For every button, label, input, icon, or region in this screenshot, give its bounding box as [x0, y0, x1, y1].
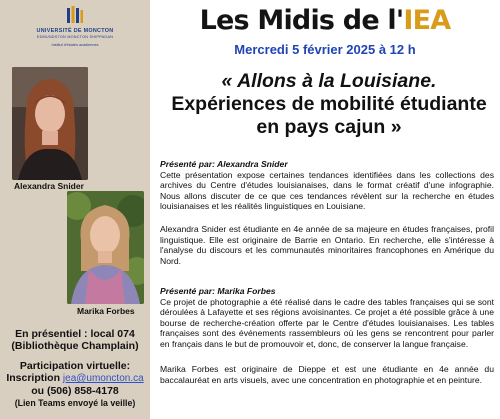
speaker-name-alexandra: Alexandra Snider: [14, 181, 84, 191]
talk-title: [158, 70, 500, 139]
speaker-2-abstract: [160, 286, 494, 350]
event-date: Mercredi 5 février 2025 à 12 h: [234, 42, 416, 57]
page-title: [150, 0, 500, 40]
speaker-photo-alexandra: [12, 67, 88, 180]
location-line-1: En présentiel : local 074: [15, 328, 135, 340]
university-logo: [20, 4, 130, 58]
logo-institute: Institut d'études acadiennes: [51, 43, 99, 47]
teams-note: (Lien Teams envoyé la veille): [14, 398, 136, 408]
sidebar: [0, 0, 150, 419]
speaker-2-bio: Marika Forbes est originaire de Dieppe et est une étudiante en 4e année du baccalauréat en arts visuels, avec une concentration en photographie et en peinture.: [160, 364, 494, 385]
talk-title-italic: « Allons à la Louisiane.: [221, 70, 437, 92]
logo-emblem-icon: [64, 4, 86, 26]
location-line-2: (Bibliothèque Champlain): [11, 340, 139, 352]
inscription-line: [4, 372, 146, 385]
presented-by-1: Présenté par: Alexandra Snider: [160, 159, 288, 169]
presented-by-2: Présenté par: Marika Forbes: [160, 286, 276, 296]
virtual-heading: Participation virtuelle:: [19, 360, 131, 372]
virtual-info: [4, 360, 146, 409]
location-info: [4, 328, 146, 352]
title-accent: IEA: [403, 5, 451, 36]
phone-line: ou (506) 858-4178: [31, 385, 119, 397]
logo-campuses: EDMUNDSTON MONCTON SHIPPAGAN: [36, 35, 114, 39]
speaker-1-abstract: [160, 159, 494, 212]
speaker-1-bio: Alexandra Snider est étudiante en 4e année de sa majeure en études françaises, profil linguistique. Elle est originaire de Barrie en Ontario. En recherche, elle s'intéresse à l'analyse du discours et les communautés minoritaires francophones en Amérique du Nord.: [160, 224, 494, 266]
speaker-name-marika: Marika Forbes: [77, 306, 135, 316]
talk-title-rest: Expériences de mobilité étudiante en pays cajun »: [171, 93, 487, 138]
inscription-label: Inscription: [6, 372, 63, 384]
email-link[interactable]: jea@umoncton.ca: [62, 373, 144, 384]
abstract-text-2: Ce projet de photographie a été réalisé dans le cadre des tables françaises qui se sont déroulées à Lafayette et ses régions avoisinantes. Ce projet a été possible grâce à une bourse de recherche-création offerte par le Centre d'études louisianaises. Les tables françaises sont des événements rassembleurs où les gens se rencontrent pour parler en français dans le but de promouvoir et, donc, de conserver la langue française.: [160, 296, 494, 349]
title-prefix: Les Midis de l': [199, 5, 404, 36]
abstract-text-1: Cette présentation expose certaines tendances identifiées dans les collections des archives du Centre d'études louisianaises, dans le format créatif d'une infographie. Nous allons discuter de ce que ces tendances révèlent sur la recherche en études louisianaises et les réalités linguistiques en Louisiane.: [160, 169, 494, 212]
logo-university-name: UNIVERSITÉ DE MONCTON: [36, 28, 114, 34]
speaker-photo-marika: [67, 191, 144, 304]
